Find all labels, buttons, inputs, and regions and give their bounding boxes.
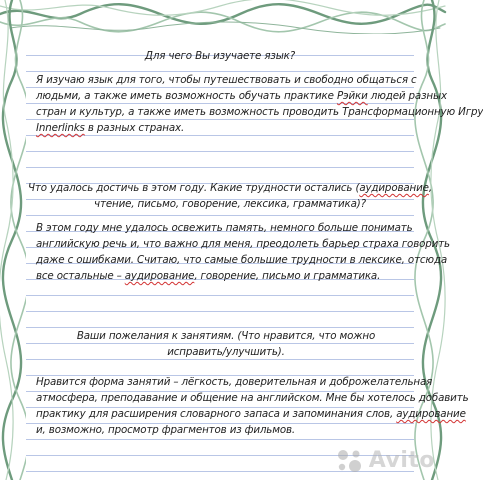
section1-line-1: Я изучаю язык для того, чтобы путешествовать и свободно общаться с xyxy=(36,74,417,86)
section3-body xyxy=(36,374,469,438)
section3-line-1: Нравится форма занятий – лёгкость, доверительная и доброжелательная xyxy=(36,376,433,388)
spellcheck-word: Рэйки xyxy=(336,90,368,102)
section2-line-3: даже с ошибками. Считаю, что самые большие трудности в лексике, отсюда xyxy=(36,254,448,266)
section2-line-2: английскую речь и, что важно для меня, преодолеть барьер страха говорить xyxy=(36,238,450,250)
spellcheck-word: аудирование xyxy=(396,408,466,420)
spellcheck-word: аудирование xyxy=(359,182,429,194)
spellcheck-word: аудирование xyxy=(124,270,195,282)
section1-line-2: людьми, а также иметь возможность обучать практике Рэйки людей разных xyxy=(36,90,447,102)
section3-line-4: и, возможно, просмотр фрагментов из фильмов. xyxy=(36,424,296,436)
section2-heading: Что удалось достичь в этом году. Какие трудности остались (аудирование, чтение, письмо, говорение, лексика, грамматика)? xyxy=(28,182,432,210)
section3-line-2: атмосфера, преподавание и общение на английском. Мне бы хотелось добавить xyxy=(36,392,469,404)
section3-line-3: практику для расширения словарного запаса и запоминания слов, аудирование xyxy=(36,408,466,420)
section1-line-4: Innerlinks в разных странах. xyxy=(36,122,185,134)
section2-body xyxy=(36,220,450,284)
section1-body xyxy=(36,72,483,136)
section2-line-1: В этом году мне удалось освежить память, немного больше понимать xyxy=(36,222,413,234)
section3-heading: Ваши пожелания к занятиям. (Что нравится, что можно исправить/улучшить). xyxy=(76,330,376,358)
section1-heading: Для чего Вы изучаете язык? xyxy=(144,50,296,62)
spellcheck-word: Innerlinks xyxy=(36,122,85,134)
section2-line-4: все остальные – аудирование, говорение, письмо и грамматика. xyxy=(36,270,381,282)
avito-watermark: Avito xyxy=(335,448,435,474)
section1-line-3: стран и культур, а также иметь возможность проводить Трансформационную Игру xyxy=(36,106,483,118)
avito-logo-icon xyxy=(335,448,365,474)
